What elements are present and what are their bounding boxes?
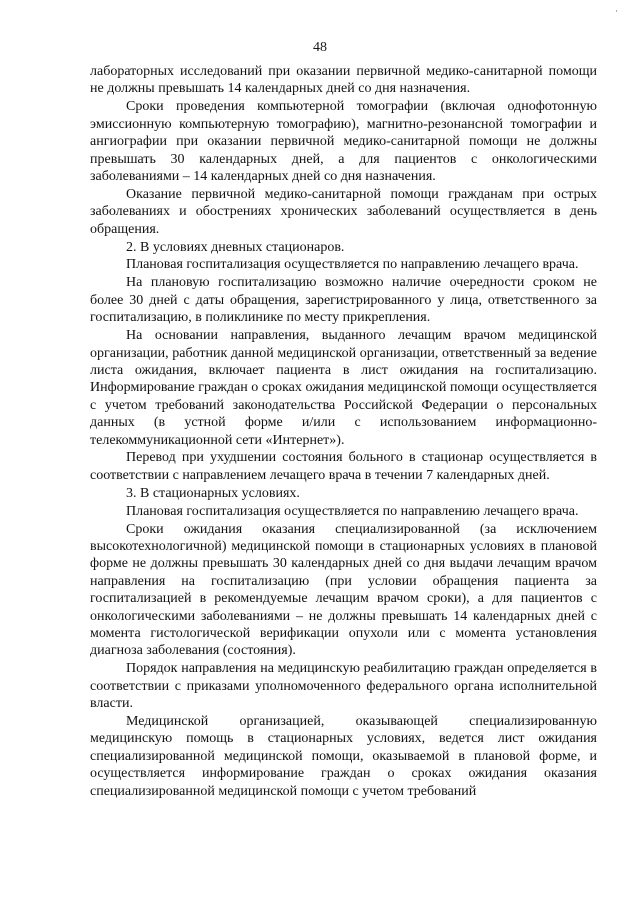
paragraph: лабораторных исследований при оказании первичной медико-санитарной помощи не должны превышать 14 календарных дней со дня назначения. xyxy=(90,64,597,97)
paragraph: Плановая госпитализация осуществляется по направлению лечащего врача. xyxy=(126,257,579,273)
corner-mark: · xyxy=(615,6,618,16)
paragraph: Порядок направления на медицинскую реабилитацию граждан определяется в соответствии с приказами уполномоченного федерального органа исполнительной власти. xyxy=(90,661,597,712)
section-heading: 2. В условиях дневных стационаров. xyxy=(126,239,345,255)
paragraph: Оказание первичной медико-санитарной помощи гражданам при острых заболеваниях и обострениях хронических заболеваний осуществляется в день обращения. xyxy=(90,186,597,237)
paragraph: Медицинской организацией, оказывающей специализированную медицинскую помощь в стационарных условиях, ведется лист ожидания специализированной медицинской помощи, оказываемой в плановой форме, и осуществляется информирование граждан о сроках ожидания оказания специализированной медицинской помощи с учетом требований xyxy=(90,714,597,799)
paragraph: На плановую госпитализацию возможно наличие очередности сроком не более 30 дней с даты обращения, зарегистрированного у лица, ответственного за госпитализацию, в поликлинике по месту прикрепления. xyxy=(90,275,597,326)
paragraph: На основании направления, выданного лечащим врачом медицинской организации, работник данной медицинской организации, ответственный за ведение листа ожидания, включает пациента в лист ожидания на госпитализацию. Информирование граждан о сроках ожидания медицинской помощи осуществляется с учетом требований законодательства Российской Федерации о персональных данных (в устной форме и/или с использованием информационно-телекоммуникационной сети «Интернет»). xyxy=(90,328,597,448)
paragraph: Плановая госпитализация осуществляется по направлению лечащего врача. xyxy=(126,503,579,519)
paragraph: Перевод при ухудшении состояния больного в стационар осуществляется в соответствии с направлением лечащего врача в течении 7 календарных дней. xyxy=(90,450,597,483)
section-heading: 3. В стационарных условиях. xyxy=(126,485,300,501)
paragraph: Сроки проведения компьютерной томографии (включая однофотонную эмиссионную компьютерную томографию), магнитно-резонансной томографии и ангиографии при оказании первичной медико-санитарной помощи не должны превышать 30 календарных дней, а для пациентов с онкологическими заболеваниями – 14 календарных дней со дня назначения. xyxy=(90,99,597,184)
document-body xyxy=(90,63,597,801)
paragraph: Сроки ожидания оказания специализированной (за исключением высокотехнологичной) медицинской помощи в стационарных условиях в плановой форме не должны превышать 30 календарных дней со дня выдачи лечащим врачом направления на госпитализацию (при условии обращения пациента за госпитализацией в рекомендуемые лечащим врачом сроки), а для пациентов с онкологическими заболеваниями – не должны превышать 14 календарных дней с момента гистологической верификации опухоли или с момента установления диагноза заболевания (состояния). xyxy=(90,521,597,659)
page-number: 48 xyxy=(313,40,327,55)
